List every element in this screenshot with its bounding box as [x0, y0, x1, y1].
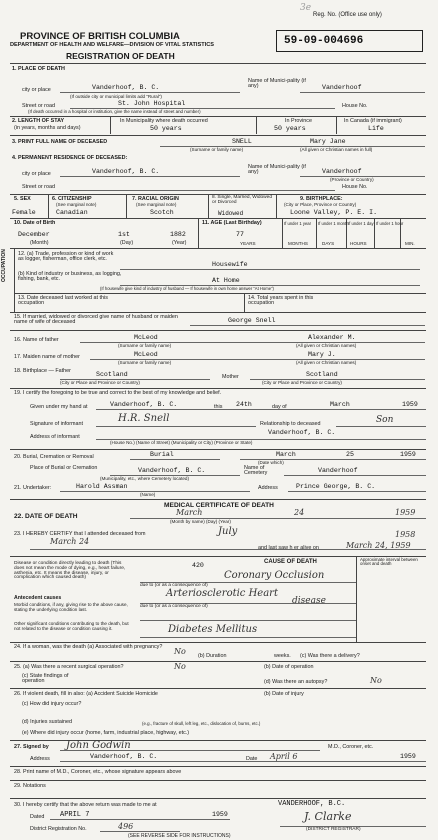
s30-place: VANDERHOOF, B.C. — [278, 800, 346, 808]
s28-label: 28. Print name of M.D., Coroner, etc., whose signature appears above — [14, 769, 182, 775]
occupation-side-label: OCCUPATION — [1, 249, 7, 282]
s10-m: (Month) — [30, 240, 49, 246]
s23-label: 23. I HEREBY CERTIFY that I attended deceased from — [14, 531, 146, 537]
s4-street-label: Street or road — [22, 184, 55, 190]
s22-month: March — [176, 508, 203, 517]
cause-2b: disease — [292, 596, 326, 606]
s20-value: Burial — [150, 451, 174, 458]
s18-father-bp: Scotland — [96, 371, 128, 378]
s19-day-of: day of — [272, 404, 287, 410]
s18-label: 18. Birthplace — Father — [14, 368, 71, 374]
s24-delivery: (c) Was there a delivery? — [300, 653, 360, 659]
s24-duration: (b) Duration — [198, 653, 227, 659]
s8-label: 8. Single, Married, Widowed or Divorced — [212, 195, 272, 205]
reg-no-label: Reg. No. (Office use only) — [313, 12, 382, 18]
province-title: PROVINCE OF BRITISH COLUMBIA — [20, 31, 180, 42]
s20-date-day: 25 — [346, 451, 354, 458]
s20-place: Vanderhoof, B. C. — [138, 467, 206, 474]
cause-1: Coronary Occlusion — [224, 570, 325, 581]
s18-mother-bp: Scotland — [306, 371, 338, 378]
s19-relationship: Son — [376, 415, 394, 425]
s12b-label: (b) Kind of industry or business, as logging, fishing, bank, etc. — [18, 271, 122, 283]
s1-head: 1. PLACE OF DEATH — [12, 66, 65, 72]
s19-signature: H.R. Snell — [118, 413, 170, 424]
antecedent-hint: Morbid conditions, if any, giving rise to the above cause, stating the underlying condition last. — [14, 602, 128, 612]
s27-date: April 6 — [270, 752, 298, 761]
s23-to: July — [218, 526, 238, 537]
s11-age: 77 — [236, 231, 244, 238]
age-unit-min: MIN. — [405, 241, 415, 246]
s4-hint: (Province or Country) — [330, 177, 374, 182]
s2-canada-label: In Canada (if immigrant) — [344, 118, 402, 124]
s27-addr: Vanderhoof, B. C. — [90, 753, 158, 760]
age-col-2: If under 1 month — [318, 221, 349, 226]
s19-addr: Vanderhoof, B. C. — [268, 429, 336, 436]
s2-muni-label: In Municipality where death occurred — [120, 118, 208, 124]
s4-head: 4. PERMANENT RESIDENCE OF DECEASED: — [12, 155, 128, 161]
s20-date-year: 1959 — [400, 451, 416, 458]
s16-hint-s: (Surname or family name) — [118, 343, 172, 348]
s27-addr-label: Address — [30, 756, 50, 762]
s1-street-hint: (If death occurred in a hospital or institution, give the name instead of street and number) — [28, 109, 201, 114]
interval-head: Approximate interval between onset and death — [360, 557, 418, 567]
s22-label: 22. DATE OF DEATH — [14, 513, 78, 520]
s9-hint: (City or Place, Province or Country) — [284, 202, 357, 207]
s17-hint-s: (Surname or family name) — [118, 360, 172, 365]
medical-title: MEDICAL CERTIFICATE OF DEATH — [164, 502, 274, 509]
s2-sub: (in years, months and days) — [14, 125, 81, 131]
s9-label: 9. BIRTHPLACE: — [300, 196, 343, 202]
s26e-label: (e) Where did injury occur (home, farm, industrial place, highway, etc.) — [22, 730, 190, 736]
s2-prov: 50 years — [274, 125, 306, 132]
s17-mother-surname: McLeod — [134, 351, 158, 358]
s4-city-label: city or place — [22, 171, 51, 177]
s3-head: 3. PRINT FULL NAME OF DECEASED — [12, 139, 108, 145]
s21-undertaker: Harold Assman — [76, 483, 128, 490]
s20-cem-label: Name of Cemetery — [244, 465, 268, 477]
s14-label: 14. Total years spent in this occupation — [248, 295, 314, 307]
s22-year: 1959 — [395, 508, 416, 517]
s5-label: 5. SEX — [14, 196, 31, 202]
s23-last-saw: and last saw h er alive on — [258, 545, 319, 551]
s19-given-place: Vanderhoof, B. C. — [110, 401, 178, 408]
autopsy-label: (d) Was there an autopsy? — [264, 679, 328, 685]
due-2: due to (or as a consequence of) — [140, 604, 208, 609]
cause-head: CAUSE OF DEATH — [264, 559, 317, 565]
s19-addr-hint: (House No.) (Name of Street) (Municipality or City) (Province or State) — [110, 440, 253, 445]
s27-date-label: Date — [246, 756, 258, 762]
s27-label: 27. Signed by — [14, 744, 49, 750]
s4-house-label: House No. — [342, 184, 368, 190]
cause-2: Arteriosclerotic Heart — [166, 588, 278, 599]
s7-race: Scotch — [150, 209, 174, 216]
s7-hint: (See marginal note) — [136, 202, 177, 207]
s22-hint: (Month by name) (Day) (Year) — [170, 519, 231, 524]
s12-hint: (If housewife give kind of industry of husband — If housewife in own home answer “At Home”) — [100, 286, 274, 291]
s26-label: 26. If violent death, fill in also: (a) Accident Suicide Homicide — [14, 691, 158, 697]
s6-label: 6. CITIZENSHIP — [52, 196, 92, 202]
s1-muni-label: Name of Munici-pality (if any) — [248, 78, 306, 90]
s10-d: (Day) — [120, 240, 134, 246]
cause-3: Diabetes Mellitus — [168, 624, 258, 635]
antecedent-label: Antecedent causes — [14, 595, 62, 601]
s25c-label: (c) State findings of operation — [22, 673, 69, 685]
s12a-label: 12. (a) Trade, profession or kind of work as logger, fisherman, office clerk, etc. — [18, 251, 114, 263]
s1-street-label: Street or road — [22, 103, 55, 109]
footer-note: (SEE REVERSE SIDE FOR INSTRUCTIONS) — [128, 833, 231, 839]
s30-dated: APRIL 7 — [60, 811, 90, 819]
s19-addr-label: Address of informant — [30, 434, 80, 440]
s27-year: 1959 — [400, 753, 416, 760]
s17-label: 17. Maiden name of mother — [14, 354, 80, 360]
s10-y: (Year) — [172, 240, 187, 246]
cause-code: 420 — [192, 562, 204, 569]
s19-this: this — [214, 404, 223, 410]
s19-cert: 19. I certify the foregoing to be true and correct to the best of my knowledge and belief. — [14, 390, 222, 396]
form-title: REGISTRATION OF DEATH — [66, 51, 175, 61]
s9-birthplace: Loone Valley, P. E. I. — [290, 209, 378, 216]
s2-canada: Life — [368, 125, 384, 132]
s15-label: 15. If married, widowed or divorced give name of husband or maiden name of wife of deceased — [14, 314, 178, 326]
s16-hint-g: (All given or Christian names) — [296, 343, 357, 348]
s29-label: 29. Notations — [14, 783, 46, 789]
s19-given-label: Given under my hand at — [30, 404, 88, 410]
s23-from: March 24 — [50, 537, 90, 546]
s27-md: M.D., Coroner, etc. — [328, 744, 374, 750]
s20-place-label: Place of Burial or Cremation — [30, 465, 98, 471]
s30-dist-label: District Registration No. — [30, 826, 87, 832]
s1-house-label: House No. — [342, 103, 368, 109]
s20-date-hint: (Date which) — [258, 460, 284, 465]
s22-day: 24 — [294, 508, 305, 517]
s24-weeks: weeks. — [274, 653, 291, 659]
s21-addr: Prince George, B. C. — [296, 483, 376, 490]
s18-hint-f: (City or Place and Province or Country) — [60, 380, 140, 385]
top-annotation: 3e — [300, 3, 312, 13]
s21-label: 21. Undertaker: — [14, 485, 52, 491]
s3-hint1: (Surname or family name) — [190, 147, 244, 152]
s30-dist: 496 — [118, 822, 134, 831]
age-unit-years: YEARS — [240, 241, 256, 246]
s19-rel-label: Relationship to deceased — [260, 421, 321, 427]
s15-value: George Snell — [228, 317, 276, 324]
s2-muni: 50 years — [150, 125, 182, 132]
s17-mother-given: Mary J. — [308, 351, 336, 358]
s3-surname: SNELL — [232, 138, 252, 145]
s1-city-hint: (If outside city or municipal limits add “Rural”) — [70, 94, 162, 99]
s30-dated-label: Dated — [30, 814, 45, 820]
s19-month: March — [330, 401, 350, 408]
s4-city: Vanderhoof, B. C. — [92, 168, 160, 175]
s25b-label: (b) Date of operation — [264, 664, 314, 670]
s23-year: 1958 — [395, 530, 416, 539]
s6-citizenship: Canadian — [56, 209, 88, 216]
autopsy-value: No — [370, 676, 382, 685]
s19-year: 1959 — [402, 401, 418, 408]
age-unit-days: DAYS — [322, 241, 335, 246]
s19-sig-label: Signature of informant — [30, 421, 84, 427]
s24-value: No — [174, 647, 186, 656]
registrar-signature: J. Clarke — [304, 810, 352, 823]
s27-signature: John Godwin — [66, 740, 131, 751]
s12a-value: Housewife — [212, 261, 248, 268]
s20-date-month: March — [276, 451, 296, 458]
s11-label: 11. AGE (Last Birthday) — [202, 220, 262, 226]
s5-sex: Female — [12, 209, 36, 216]
other-label: Other significant conditions contributing to the death, but not related to the disease or condition causing it. — [14, 621, 129, 631]
s19-day: 24th — [236, 401, 252, 408]
s26d-hint: (e.g., fracture of skull, left leg, etc., dislocation of, burns, etc.) — [142, 721, 261, 726]
s10-day: 1st — [118, 231, 130, 238]
s16-father-given: Alexander M. — [308, 334, 356, 341]
s21-hint: (Name) — [140, 492, 156, 497]
s1-city: Vanderhoof, B. C. — [92, 84, 160, 91]
s13-label: 13. Date deceased last worked at this occupation — [18, 295, 108, 307]
s10-month: December — [18, 231, 50, 238]
s2-head: 2. LENGTH OF STAY — [12, 118, 65, 124]
s16-label: 16. Name of father — [14, 337, 59, 343]
disease-label: Disease or condition directly leading to death (This does not mean the mode of dying, e.g., heart failure, asthenia, etc. It means the disease, injury, or complication which caused death) — [14, 561, 126, 581]
s10-head: 10. Date of Birth — [14, 220, 56, 226]
s26d-label: (d) Injuries sustained — [22, 719, 73, 725]
age-unit-months: MONTHS — [288, 241, 308, 246]
s4-muni: Vanderhoof — [322, 168, 362, 175]
s23-last-date: March 24, 1959 — [346, 541, 411, 550]
s3-hint2: (All given or Christian names in full) — [300, 147, 373, 152]
reg-no: 59-09-004696 — [284, 35, 364, 47]
s17-hint-g: (All given or Christian names) — [296, 360, 357, 365]
s10-year: 1882 — [170, 231, 186, 238]
s30-label: 30. I hereby certify that the above return was made to me at — [14, 802, 157, 808]
s25-value: No — [174, 662, 186, 671]
age-col-3: If under 1 day — [348, 221, 374, 226]
s20-place-hint: (Municipality, etc., where Cemetery located) — [100, 476, 190, 481]
s1-muni: Vanderhoof — [322, 84, 362, 91]
s24-label: 24. If a woman, was the death (a) Associated with pregnancy? — [14, 644, 163, 650]
s4-muni-label: Name of Munici-pality (if any) — [248, 164, 306, 176]
age-col-4: If under 1 hour — [376, 221, 404, 226]
age-col-1: If under 1 year — [284, 221, 312, 226]
s18-mother-label: Mother — [222, 374, 239, 380]
s16-father-surname: McLeod — [134, 334, 158, 341]
s2-prov-label: In Province — [285, 118, 312, 124]
age-unit-hours: HOURS — [350, 241, 367, 246]
s12b-value: At Home — [212, 277, 240, 284]
s1-city-label: city or place — [22, 87, 51, 93]
s20-cemetery: Vanderhoof — [318, 467, 358, 474]
s18-hint-m: (City or Place and Province or Country) — [262, 380, 342, 385]
s25-label: 25. (a) Was there a recent surgical operation? — [14, 664, 124, 670]
registrar-hint: (DISTRICT REGISTRAR) — [306, 827, 361, 832]
s26b-label: (b) Date of injury — [264, 691, 304, 697]
s1-street: St. John Hospital — [118, 100, 186, 107]
s20-label: 20. Burial, Cremation or Removal — [14, 454, 94, 460]
s26c-label: (c) How did injury occur? — [22, 701, 82, 707]
s21-addr-label: Address — [258, 485, 278, 491]
s6-hint: (See marginal note) — [56, 202, 97, 207]
s30-year: 1959 — [212, 811, 228, 818]
s7-label: 7. RACIAL ORIGIN — [132, 196, 179, 202]
s8-marital: Widowed — [218, 210, 244, 217]
due-1: due to (or as a consequence of) — [140, 583, 208, 588]
department-title: DEPARTMENT OF HEALTH AND WELFARE—DIVISION OF VITAL STATISTICS — [10, 42, 214, 48]
s3-given: Mary Jane — [310, 138, 346, 145]
